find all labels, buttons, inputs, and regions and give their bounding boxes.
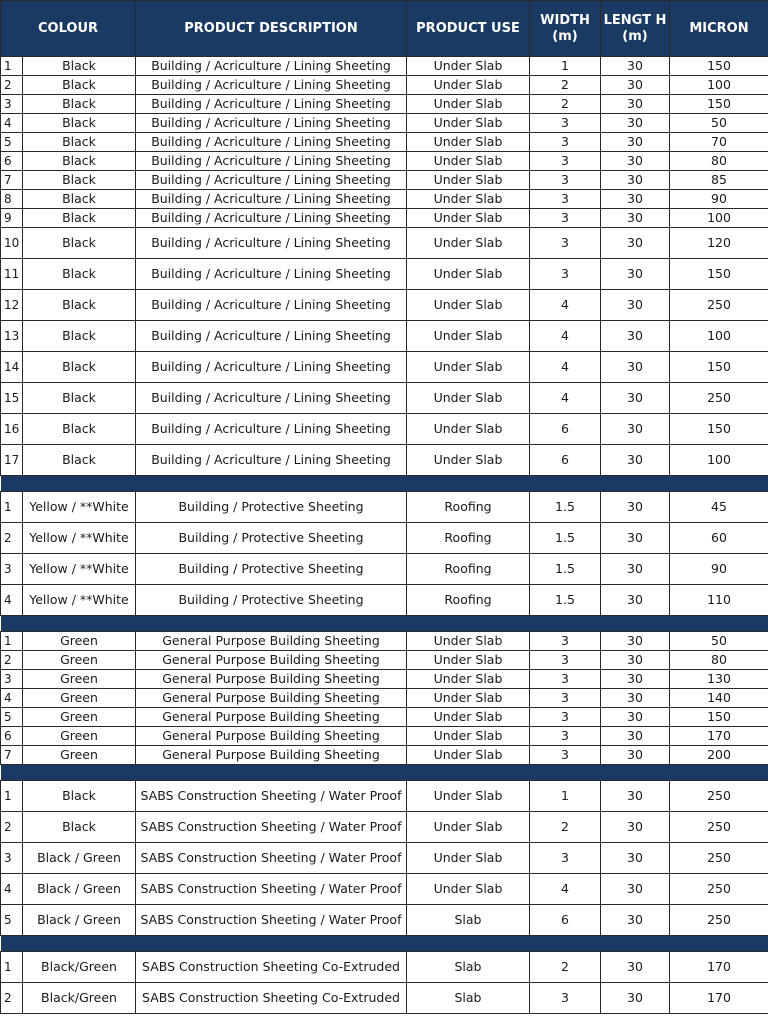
row-colour: Black/Green [23, 983, 136, 1014]
row-length: 30 [601, 414, 670, 445]
table-row [1, 983, 768, 1014]
row-micron: 70 [670, 133, 768, 152]
row-number: 2 [1, 651, 23, 670]
row-length: 30 [601, 689, 670, 708]
row-length: 30 [601, 746, 670, 765]
row-number: 1 [1, 632, 23, 651]
row-width: 3 [530, 209, 601, 228]
row-width: 3 [530, 708, 601, 727]
row-number: 13 [1, 321, 23, 352]
row-description: General Purpose Building Sheeting [136, 651, 407, 670]
row-description: Building / Acriculture / Lining Sheeting [136, 114, 407, 133]
table-row [1, 352, 768, 383]
row-micron: 50 [670, 114, 768, 133]
row-colour: Black [23, 152, 136, 171]
table-row [1, 290, 768, 321]
row-colour: Black [23, 57, 136, 76]
row-colour: Black [23, 171, 136, 190]
row-number: 6 [1, 152, 23, 171]
row-colour: Black [23, 445, 136, 476]
row-width: 4 [530, 352, 601, 383]
row-colour: Green [23, 651, 136, 670]
row-width: 4 [530, 383, 601, 414]
row-micron: 50 [670, 632, 768, 651]
table-row [1, 414, 768, 445]
row-colour: Black [23, 352, 136, 383]
row-number: 14 [1, 352, 23, 383]
row-number: 4 [1, 114, 23, 133]
row-description: Building / Acriculture / Lining Sheeting [136, 209, 407, 228]
table-row [1, 321, 768, 352]
row-width: 3 [530, 727, 601, 746]
row-description: Building / Acriculture / Lining Sheeting [136, 383, 407, 414]
row-micron: 90 [670, 190, 768, 209]
table-row [1, 57, 768, 76]
row-description: Building / Acriculture / Lining Sheeting [136, 190, 407, 209]
row-colour: Green [23, 632, 136, 651]
row-number: 5 [1, 133, 23, 152]
row-width: 3 [530, 133, 601, 152]
row-number: 7 [1, 746, 23, 765]
table-row [1, 259, 768, 290]
row-width: 3 [530, 632, 601, 651]
table-body [1, 57, 768, 1014]
row-micron: 130 [670, 670, 768, 689]
row-length: 30 [601, 727, 670, 746]
table-row [1, 95, 768, 114]
row-description: Building / Protective Sheeting [136, 554, 407, 585]
row-use: Under Slab [407, 651, 530, 670]
row-length: 30 [601, 76, 670, 95]
row-description: SABS Construction Sheeting / Water Proof [136, 905, 407, 936]
row-colour: Black [23, 414, 136, 445]
row-description: Building / Acriculture / Lining Sheeting [136, 76, 407, 95]
row-micron: 170 [670, 983, 768, 1014]
row-length: 30 [601, 290, 670, 321]
row-width: 1.5 [530, 585, 601, 616]
row-width: 3 [530, 689, 601, 708]
header-use: PRODUCT USE [407, 1, 530, 57]
row-description: Building / Acriculture / Lining Sheeting [136, 152, 407, 171]
row-width: 4 [530, 874, 601, 905]
row-number: 2 [1, 983, 23, 1014]
row-use: Under Slab [407, 190, 530, 209]
row-use: Under Slab [407, 321, 530, 352]
table-row [1, 76, 768, 95]
row-width: 3 [530, 152, 601, 171]
row-use: Roofing [407, 523, 530, 554]
row-length: 30 [601, 670, 670, 689]
table-row [1, 190, 768, 209]
row-micron: 100 [670, 209, 768, 228]
row-colour: Black / Green [23, 843, 136, 874]
row-use: Under Slab [407, 57, 530, 76]
row-number: 2 [1, 812, 23, 843]
row-colour: Black [23, 76, 136, 95]
table-row [1, 708, 768, 727]
row-number: 7 [1, 171, 23, 190]
row-width: 6 [530, 414, 601, 445]
header-description: PRODUCT DESCRIPTION [136, 1, 407, 57]
row-use: Under Slab [407, 383, 530, 414]
row-colour: Yellow / **White [23, 523, 136, 554]
row-description: General Purpose Building Sheeting [136, 746, 407, 765]
row-use: Slab [407, 983, 530, 1014]
row-length: 30 [601, 708, 670, 727]
row-description: General Purpose Building Sheeting [136, 632, 407, 651]
table-row [1, 727, 768, 746]
row-micron: 250 [670, 383, 768, 414]
row-width: 1 [530, 57, 601, 76]
row-use: Under Slab [407, 95, 530, 114]
row-number: 6 [1, 727, 23, 746]
group-separator-bar [1, 936, 768, 952]
row-length: 30 [601, 133, 670, 152]
row-colour: Black [23, 259, 136, 290]
row-use: Under Slab [407, 708, 530, 727]
table-row [1, 651, 768, 670]
row-description: General Purpose Building Sheeting [136, 727, 407, 746]
row-description: Building / Acriculture / Lining Sheeting [136, 95, 407, 114]
row-micron: 200 [670, 746, 768, 765]
row-width: 3 [530, 651, 601, 670]
row-use: Under Slab [407, 209, 530, 228]
row-description: Building / Acriculture / Lining Sheeting [136, 259, 407, 290]
row-number: 3 [1, 843, 23, 874]
row-width: 6 [530, 905, 601, 936]
row-length: 30 [601, 152, 670, 171]
table-row [1, 523, 768, 554]
row-width: 3 [530, 746, 601, 765]
row-description: SABS Construction Sheeting / Water Proof [136, 874, 407, 905]
table-row [1, 554, 768, 585]
row-use: Under Slab [407, 812, 530, 843]
row-use: Roofing [407, 554, 530, 585]
table-row [1, 689, 768, 708]
table-row [1, 585, 768, 616]
row-micron: 150 [670, 95, 768, 114]
row-width: 3 [530, 114, 601, 133]
table-row [1, 209, 768, 228]
row-width: 3 [530, 670, 601, 689]
row-width: 1.5 [530, 554, 601, 585]
row-width: 3 [530, 228, 601, 259]
table-row [1, 114, 768, 133]
group-separator [1, 765, 768, 781]
row-use: Under Slab [407, 290, 530, 321]
table-row [1, 905, 768, 936]
row-width: 3 [530, 843, 601, 874]
row-width: 2 [530, 812, 601, 843]
row-length: 30 [601, 952, 670, 983]
row-number: 4 [1, 585, 23, 616]
row-length: 30 [601, 190, 670, 209]
row-description: Building / Acriculture / Lining Sheeting [136, 445, 407, 476]
header-row [1, 1, 768, 57]
row-description: Building / Acriculture / Lining Sheeting [136, 171, 407, 190]
row-width: 2 [530, 76, 601, 95]
row-length: 30 [601, 209, 670, 228]
row-width: 6 [530, 445, 601, 476]
row-description: Building / Acriculture / Lining Sheeting [136, 321, 407, 352]
row-description: SABS Construction Sheeting Co-Extruded [136, 983, 407, 1014]
row-description: Building / Protective Sheeting [136, 585, 407, 616]
row-colour: Black/Green [23, 952, 136, 983]
row-use: Under Slab [407, 670, 530, 689]
row-colour: Black [23, 812, 136, 843]
row-width: 4 [530, 290, 601, 321]
row-description: General Purpose Building Sheeting [136, 670, 407, 689]
row-colour: Yellow / **White [23, 585, 136, 616]
table-row [1, 843, 768, 874]
header-width: WIDTH (m) [530, 1, 601, 57]
row-use: Under Slab [407, 152, 530, 171]
row-use: Under Slab [407, 843, 530, 874]
row-micron: 150 [670, 708, 768, 727]
table-row [1, 133, 768, 152]
row-length: 30 [601, 554, 670, 585]
header-colour: COLOUR [1, 1, 136, 57]
group-separator-bar [1, 765, 768, 781]
row-number: 12 [1, 290, 23, 321]
table-row [1, 152, 768, 171]
row-number: 1 [1, 492, 23, 523]
table-row [1, 632, 768, 651]
row-micron: 250 [670, 874, 768, 905]
row-number: 3 [1, 670, 23, 689]
row-colour: Yellow / **White [23, 492, 136, 523]
group-separator-bar [1, 476, 768, 492]
row-width: 1.5 [530, 492, 601, 523]
row-colour: Green [23, 670, 136, 689]
row-number: 8 [1, 190, 23, 209]
row-micron: 250 [670, 781, 768, 812]
row-length: 30 [601, 57, 670, 76]
row-length: 30 [601, 171, 670, 190]
row-number: 3 [1, 95, 23, 114]
group-separator [1, 616, 768, 632]
row-micron: 150 [670, 259, 768, 290]
row-micron: 150 [670, 352, 768, 383]
row-number: 1 [1, 952, 23, 983]
row-use: Under Slab [407, 228, 530, 259]
table-row [1, 670, 768, 689]
row-colour: Black [23, 95, 136, 114]
row-micron: 140 [670, 689, 768, 708]
header-length: LENGT H (m) [601, 1, 670, 57]
row-description: SABS Construction Sheeting / Water Proof [136, 843, 407, 874]
row-number: 5 [1, 708, 23, 727]
row-description: Building / Protective Sheeting [136, 523, 407, 554]
row-micron: 120 [670, 228, 768, 259]
row-width: 2 [530, 952, 601, 983]
row-number: 17 [1, 445, 23, 476]
row-micron: 250 [670, 290, 768, 321]
row-use: Under Slab [407, 171, 530, 190]
row-length: 30 [601, 874, 670, 905]
row-micron: 250 [670, 905, 768, 936]
table-row [1, 812, 768, 843]
row-length: 30 [601, 259, 670, 290]
table-row [1, 952, 768, 983]
table-row [1, 383, 768, 414]
row-length: 30 [601, 445, 670, 476]
table-row [1, 492, 768, 523]
row-number: 9 [1, 209, 23, 228]
row-micron: 80 [670, 152, 768, 171]
row-micron: 250 [670, 843, 768, 874]
row-micron: 90 [670, 554, 768, 585]
row-colour: Black [23, 290, 136, 321]
row-description: SABS Construction Sheeting Co-Extruded [136, 952, 407, 983]
header-micron: MICRON [670, 1, 768, 57]
row-use: Slab [407, 905, 530, 936]
row-width: 3 [530, 190, 601, 209]
row-number: 5 [1, 905, 23, 936]
row-use: Roofing [407, 492, 530, 523]
row-width: 1.5 [530, 523, 601, 554]
row-length: 30 [601, 812, 670, 843]
row-micron: 100 [670, 445, 768, 476]
row-use: Under Slab [407, 76, 530, 95]
table-row [1, 445, 768, 476]
table-row [1, 874, 768, 905]
row-description: Building / Acriculture / Lining Sheeting [136, 352, 407, 383]
row-use: Under Slab [407, 632, 530, 651]
row-colour: Green [23, 708, 136, 727]
row-micron: 170 [670, 727, 768, 746]
row-micron: 100 [670, 321, 768, 352]
row-length: 30 [601, 843, 670, 874]
row-colour: Green [23, 727, 136, 746]
row-length: 30 [601, 983, 670, 1014]
row-colour: Black [23, 228, 136, 259]
row-colour: Green [23, 689, 136, 708]
row-description: Building / Acriculture / Lining Sheeting [136, 228, 407, 259]
row-description: Building / Acriculture / Lining Sheeting [136, 133, 407, 152]
row-micron: 150 [670, 57, 768, 76]
row-colour: Green [23, 746, 136, 765]
row-micron: 170 [670, 952, 768, 983]
row-colour: Black [23, 133, 136, 152]
row-use: Under Slab [407, 352, 530, 383]
row-number: 1 [1, 57, 23, 76]
row-width: 3 [530, 171, 601, 190]
row-number: 11 [1, 259, 23, 290]
row-width: 2 [530, 95, 601, 114]
row-length: 30 [601, 523, 670, 554]
row-description: General Purpose Building Sheeting [136, 708, 407, 727]
row-width: 4 [530, 321, 601, 352]
row-number: 10 [1, 228, 23, 259]
row-colour: Black [23, 383, 136, 414]
row-use: Roofing [407, 585, 530, 616]
row-description: Building / Protective Sheeting [136, 492, 407, 523]
row-number: 3 [1, 554, 23, 585]
table-row [1, 746, 768, 765]
row-micron: 85 [670, 171, 768, 190]
group-separator [1, 936, 768, 952]
row-colour: Yellow / **White [23, 554, 136, 585]
row-number: 1 [1, 781, 23, 812]
row-use: Under Slab [407, 689, 530, 708]
row-micron: 110 [670, 585, 768, 616]
row-description: Building / Acriculture / Lining Sheeting [136, 290, 407, 321]
row-use: Under Slab [407, 727, 530, 746]
row-number: 2 [1, 76, 23, 95]
row-number: 4 [1, 874, 23, 905]
row-use: Under Slab [407, 259, 530, 290]
row-micron: 250 [670, 812, 768, 843]
row-use: Under Slab [407, 874, 530, 905]
row-colour: Black / Green [23, 874, 136, 905]
row-colour: Black [23, 321, 136, 352]
row-colour: Black [23, 190, 136, 209]
row-length: 30 [601, 585, 670, 616]
row-length: 30 [601, 228, 670, 259]
group-separator-bar [1, 616, 768, 632]
row-width: 3 [530, 259, 601, 290]
row-length: 30 [601, 383, 670, 414]
row-length: 30 [601, 905, 670, 936]
row-description: SABS Construction Sheeting / Water Proof [136, 781, 407, 812]
row-length: 30 [601, 95, 670, 114]
row-micron: 45 [670, 492, 768, 523]
row-width: 1 [530, 781, 601, 812]
row-description: Building / Acriculture / Lining Sheeting [136, 414, 407, 445]
row-use: Under Slab [407, 781, 530, 812]
row-number: 15 [1, 383, 23, 414]
row-length: 30 [601, 114, 670, 133]
row-description: General Purpose Building Sheeting [136, 689, 407, 708]
table-row [1, 171, 768, 190]
row-micron: 100 [670, 76, 768, 95]
row-width: 3 [530, 983, 601, 1014]
row-length: 30 [601, 321, 670, 352]
row-description: Building / Acriculture / Lining Sheeting [136, 57, 407, 76]
row-length: 30 [601, 651, 670, 670]
row-use: Under Slab [407, 445, 530, 476]
row-number: 16 [1, 414, 23, 445]
row-length: 30 [601, 492, 670, 523]
table-row [1, 228, 768, 259]
row-use: Under Slab [407, 746, 530, 765]
row-micron: 150 [670, 414, 768, 445]
row-length: 30 [601, 632, 670, 651]
row-use: Under Slab [407, 133, 530, 152]
row-length: 30 [601, 352, 670, 383]
row-description: SABS Construction Sheeting / Water Proof [136, 812, 407, 843]
row-micron: 80 [670, 651, 768, 670]
row-use: Under Slab [407, 114, 530, 133]
table-row [1, 781, 768, 812]
row-colour: Black [23, 209, 136, 228]
group-separator [1, 476, 768, 492]
row-colour: Black / Green [23, 905, 136, 936]
row-colour: Black [23, 114, 136, 133]
row-length: 30 [601, 781, 670, 812]
row-use: Under Slab [407, 414, 530, 445]
row-number: 2 [1, 523, 23, 554]
row-number: 4 [1, 689, 23, 708]
row-micron: 60 [670, 523, 768, 554]
row-colour: Black [23, 781, 136, 812]
row-use: Slab [407, 952, 530, 983]
